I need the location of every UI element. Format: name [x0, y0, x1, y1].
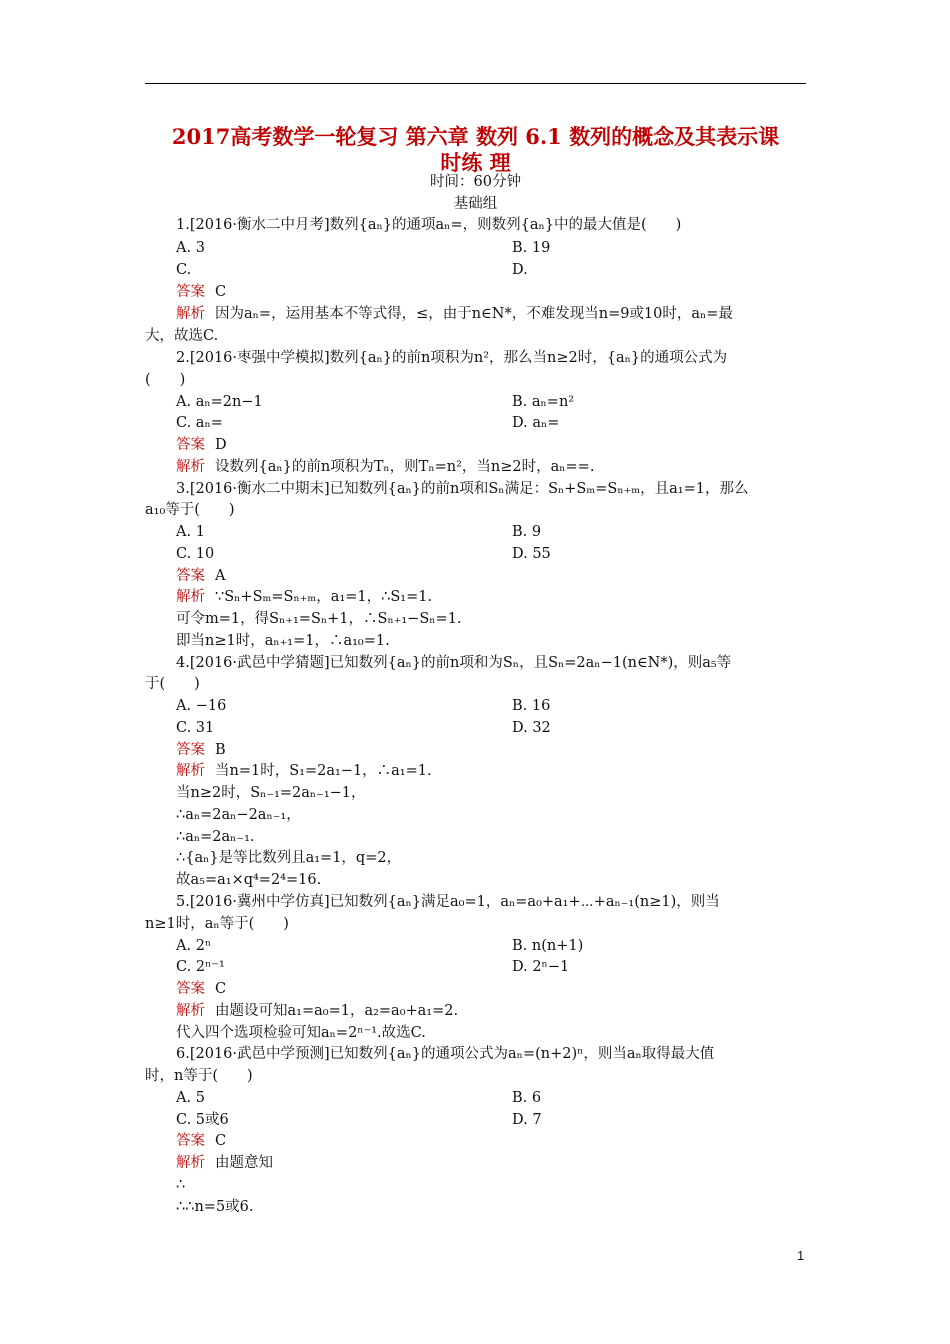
group-label: 基础组: [453, 196, 498, 212]
text-line: [176, 609, 462, 629]
line-text: 2.[2016·枣强中学模拟]数列{aₙ}的前n项积为n²，那么当n≥2时，{aₙ}的通项公式为: [176, 350, 728, 366]
answer-label: 答案: [176, 742, 205, 758]
line-text: 可令m=1，得Sₙ₊₁=Sₙ+1，∴Sₙ₊₁−Sₙ=1.: [176, 611, 462, 627]
line-text: C. 31: [176, 720, 215, 736]
line-text: A. 5: [176, 1090, 205, 1106]
analysis-line: [176, 587, 432, 607]
text-line: [145, 914, 289, 934]
text-line: [176, 1175, 185, 1195]
line-text: A. aₙ=2n−1: [176, 394, 263, 410]
line-text: A. 3: [176, 240, 205, 256]
text-line: [176, 653, 731, 673]
time-limit: 时间：60分钟: [430, 174, 521, 190]
line-text: C: [215, 981, 227, 997]
text-line: [145, 674, 200, 694]
line-text: C: [215, 1133, 227, 1149]
option-right: B. 9: [512, 524, 542, 540]
answer-label: 答案: [176, 284, 205, 300]
line-text: D: [215, 437, 227, 453]
text-line: [176, 957, 225, 977]
option-right: D. 32: [512, 720, 551, 736]
text-line: [176, 215, 681, 235]
line-text: 代入四个选项检验可知aₙ=2ⁿ⁻¹.故选C.: [176, 1025, 426, 1041]
line-text: 3.[2016·衡水二中期末]已知数列{aₙ}的前n项和Sₙ满足：Sₙ+Sₘ=Sₙ₊ₘ，且a₁=1，那么: [176, 481, 749, 497]
option-right: D.: [512, 262, 528, 278]
text-line: [176, 718, 214, 738]
answer-label: 答案: [176, 568, 205, 584]
text-line: [176, 479, 749, 499]
text-line: [176, 260, 191, 280]
line-text: A. −16: [176, 698, 227, 714]
line-text: 由题意知: [215, 1155, 273, 1171]
answer-line: [176, 566, 225, 586]
text-line: [176, 783, 366, 803]
answer-line: [176, 282, 226, 302]
line-text: ∴: [176, 1177, 186, 1193]
line-text: ∴{aₙ}是等比数列且a₁=1，q=2，: [176, 850, 402, 866]
line-text: 于( ): [145, 676, 200, 692]
text-line: [176, 522, 205, 542]
line-text: 6.[2016·武邑中学预测]已知数列{aₙ}的通项公式为aₙ=(n+2)ⁿ，则当aₙ取得最大值: [176, 1046, 715, 1062]
text-line: [176, 392, 263, 412]
text-line: [176, 805, 301, 825]
text-line: [176, 348, 727, 368]
line-text: ∵Sₙ+Sₘ=Sₙ₊ₘ，a₁=1，∴S₁=1.: [215, 589, 433, 605]
text-line: [176, 544, 214, 564]
line-text: C.: [176, 262, 192, 278]
analysis-label: 解析: [176, 1155, 205, 1171]
text-line: [176, 848, 401, 868]
line-text: 由题设可知a₁=a₀=1，a₂=a₀+a₁=2.: [215, 1003, 459, 1019]
option-right: B. n(n+1): [512, 938, 584, 954]
line-text: a₁₀等于( ): [145, 502, 235, 518]
text-line: [176, 1044, 714, 1064]
text-line: [176, 827, 255, 847]
option-right: B. 19: [512, 240, 551, 256]
line-text: C. 10: [176, 546, 215, 562]
text-line: [176, 870, 321, 890]
text-line: [176, 631, 390, 651]
text-line: [176, 1088, 205, 1108]
line-text: ∴aₙ=2aₙ−2aₙ₋₁，: [176, 807, 301, 823]
line-text: ∴∴n=5或6.: [176, 1199, 254, 1215]
text-line: [176, 1023, 426, 1043]
analysis-label: 解析: [176, 459, 205, 475]
doc-title-line1: 2017高考数学一轮复习 第六章 数列 6.1 数列的概念及其表示课: [171, 124, 780, 149]
option-right: D. aₙ=: [512, 415, 560, 431]
analysis-label: 解析: [176, 763, 205, 779]
line-text: C. 2ⁿ⁻¹: [176, 959, 225, 975]
line-text: ( ): [145, 372, 186, 388]
text-line: [145, 1066, 253, 1086]
analysis-label: 解析: [176, 306, 205, 322]
line-text: 当n≥2时，Sₙ₋₁=2aₙ₋₁−1，: [176, 785, 366, 801]
text-line: [145, 326, 218, 346]
line-text: C: [215, 284, 227, 300]
option-right: B. aₙ=n²: [512, 394, 575, 410]
line-text: A: [215, 568, 226, 584]
analysis-line: [176, 304, 733, 324]
line-text: 设数列{aₙ}的前n项积为Tₙ，则Tₙ=n²，当n≥2时，aₙ==.: [215, 459, 595, 475]
text-line: [176, 413, 223, 433]
text-line: [176, 696, 226, 716]
line-text: B: [215, 742, 226, 758]
text-line: [176, 1110, 229, 1130]
line-text: 大，故选C.: [145, 328, 219, 344]
text-line: [176, 238, 205, 258]
analysis-line: [176, 1153, 273, 1173]
analysis-label: 解析: [176, 589, 205, 605]
answer-line: [176, 435, 227, 455]
line-text: 故a₅=a₁×q⁴=2⁴=16.: [176, 872, 322, 888]
answer-label: 答案: [176, 437, 205, 453]
line-text: 即当n≥1时，aₙ₊₁=1，∴a₁₀=1.: [176, 633, 390, 649]
line-text: C. aₙ=: [176, 415, 223, 431]
text-line: [145, 500, 235, 520]
answer-line: [176, 740, 226, 760]
analysis-line: [176, 1001, 458, 1021]
option-right: B. 6: [512, 1090, 542, 1106]
line-text: 1.[2016·衡水二中月考]数列{aₙ}的通项aₙ=，则数列{aₙ}中的最大值是( ): [176, 217, 682, 233]
line-text: C. 5或6: [176, 1112, 229, 1128]
answer-line: [176, 979, 226, 999]
answer-label: 答案: [176, 1133, 205, 1149]
line-text: 当n=1时，S₁=2a₁−1，∴a₁=1.: [215, 763, 432, 779]
page-number: 1: [797, 1248, 805, 1263]
line-text: n≥1时，aₙ等于( ): [145, 916, 289, 932]
text-line: [176, 936, 211, 956]
line-text: 4.[2016·武邑中学猜题]已知数列{aₙ}的前n项和为Sₙ，且Sₙ=2aₙ−1(n∈N*)，则a₅等: [176, 655, 732, 671]
answer-label: 答案: [176, 981, 205, 997]
line-text: ∴aₙ=2aₙ₋₁.: [176, 829, 255, 845]
text-line: [176, 892, 720, 912]
doc-title-line2: 时练 理: [440, 150, 511, 175]
line-text: 因为aₙ=，运用基本不等式得，≤，由于n∈N*，不难发现当n=9或10时，aₙ=最: [215, 306, 733, 322]
option-right: D. 2ⁿ−1: [512, 959, 570, 975]
option-right: D. 7: [512, 1112, 542, 1128]
option-right: B. 16: [512, 698, 551, 714]
analysis-line: [176, 761, 432, 781]
line-text: 5.[2016·冀州中学仿真]已知数列{aₙ}满足a₀=1，aₙ=a₀+a₁+⋯+aₙ₋₁(n≥1)，则当: [176, 894, 720, 910]
text-line: [176, 1197, 254, 1217]
option-right: D. 55: [512, 546, 551, 562]
analysis-label: 解析: [176, 1003, 205, 1019]
answer-line: [176, 1131, 226, 1151]
line-text: A. 1: [176, 524, 205, 540]
text-line: [145, 370, 185, 390]
header-rule: [145, 83, 806, 84]
line-text: A. 2ⁿ: [176, 938, 212, 954]
line-text: 时，n等于( ): [145, 1068, 253, 1084]
analysis-line: [176, 457, 594, 477]
